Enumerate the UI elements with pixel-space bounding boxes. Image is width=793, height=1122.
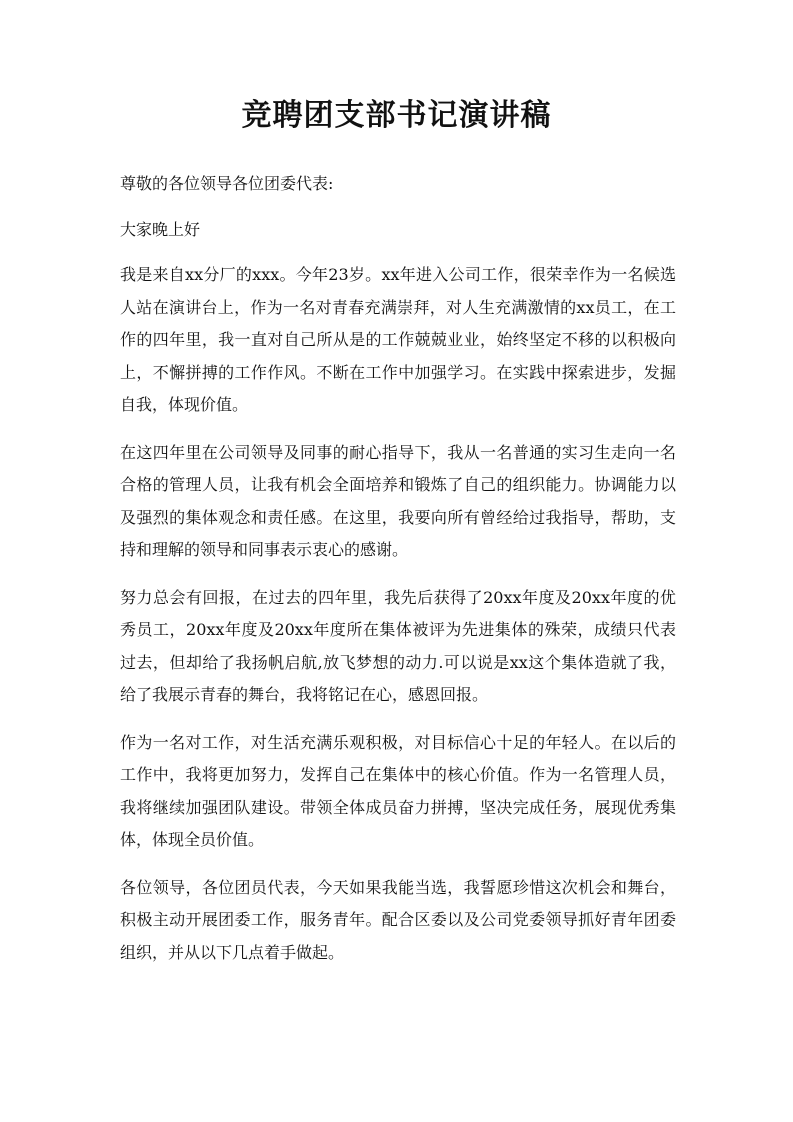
paragraph-growth: 在这四年里在公司领导及同事的耐心指导下，我从一名普通的实习生走向一名合格的管理人员，让我有机会全面培养和锻炼了自己的组织能力。协调能力以及强烈的集体观念和责任感。在这里，我要向所有曾经给过我指导，帮助，支持和理解的领导和同事表示衷心的感谢。 (120, 442, 676, 559)
salutation: 尊敬的各位领导各位团委代表: (120, 174, 334, 193)
paragraph-pledge: 各位领导，各位团员代表，今天如果我能当选，我誓愿珍惜这次机会和舞台，积极主动开展团委工作，服务青年。配合区委以及公司党委领导抓好青年团委组织，并从以下几点着手做起。 (120, 877, 676, 962)
paragraph-introduction: 我是来自xx分厂的xxx。今年23岁。xx年进入公司工作，很荣幸作为一名候选人站在演讲台上，作为一名对青春充满崇拜，对人生充满激情的xx员工，在工作的四年里，我一直对自己所从是的工作兢兢业业，始终坚定不移的以积极向上，不懈拼搏的工作作风。不断在工作中加强学习。在实践中探索进步，发掘自我，体现价值。 (120, 265, 676, 414)
greeting: 大家晚上好 (120, 219, 201, 239)
paragraph-achievements: 努力总会有回报，在过去的四年里，我先后获得了20xx年度及20xx年度的优秀员工，20xx年度及20xx年度所在集体被评为先进集体的殊荣，成绩只代表过去，但却给了我扬帆启航,放飞梦想的动力.可以说是xx这个集体造就了我，给了我展示青春的舞台，我将铭记在心，感恩回报。 (120, 587, 676, 704)
document-title: 竞聘团支部书记演讲稿 (241, 98, 552, 133)
paragraph-commitment: 作为一名对工作，对生活充满乐观积极，对目标信心十足的年轻人。在以后的工作中，我将更加努力，发挥自己在集体中的核心价值。作为一名管理人员，我将继续加强团队建设。带领全体成员奋力拼搏，坚决完成任务，展现优秀集体，体现全员价值。 (120, 732, 676, 849)
document-body (120, 168, 676, 984)
